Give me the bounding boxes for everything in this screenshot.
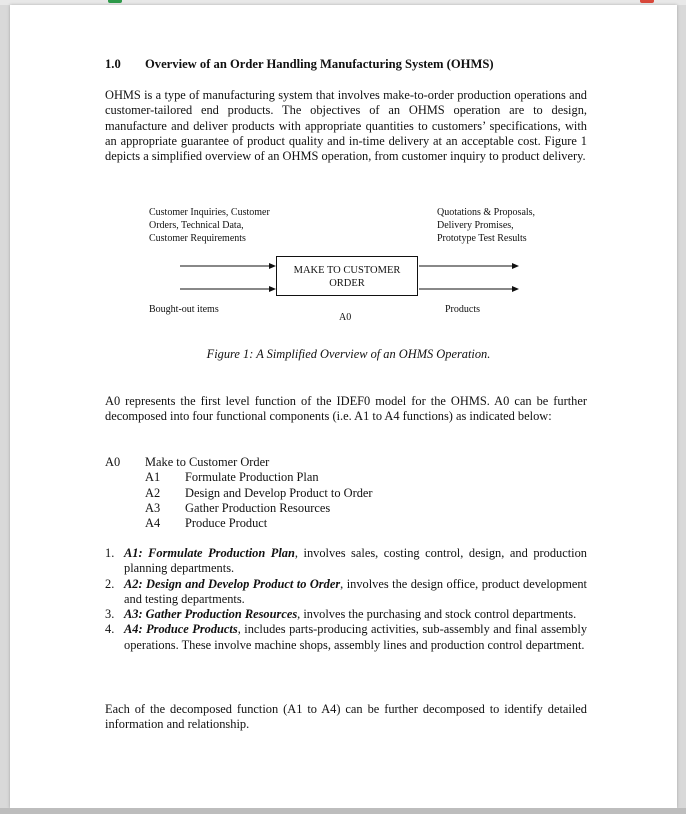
function-list: [105, 455, 373, 531]
function-box-a0: [276, 256, 418, 296]
list-item-number: 2.: [105, 576, 115, 591]
figure-input-line: Orders, Technical Data,: [149, 219, 244, 231]
list-item: [105, 622, 587, 653]
figure-input-line: Customer Inquiries, Customer: [149, 207, 270, 218]
figure-input-bottom: Bought-out items: [149, 304, 219, 315]
function-row: [105, 486, 373, 501]
list-item: [105, 607, 587, 622]
function-row: [105, 516, 373, 531]
section-number: 1.0: [105, 57, 121, 71]
function-code: A2: [145, 485, 161, 500]
list-item: [105, 546, 587, 577]
function-label: Make to Customer Order: [145, 455, 270, 469]
figure-caption: Figure 1: A Simplified Overview of an OHMS Operation.: [206, 347, 491, 361]
figure-output-line: Delivery Promises,: [437, 219, 514, 231]
list-item: [105, 577, 587, 608]
list-item-number: 4.: [105, 622, 115, 637]
figure-input-line: Customer Requirements: [149, 232, 246, 244]
figure-output-line: Quotations & Proposals,: [437, 207, 536, 218]
function-label: Formulate Production Plan: [185, 470, 319, 485]
list-item-number: 3.: [105, 607, 115, 622]
list-item-title: A2: Design and Develop Product to Order: [124, 576, 341, 591]
function-label: Design and Develop Product to Order: [185, 485, 373, 500]
function-code: A4: [145, 516, 161, 531]
list-item-text: , includes parts-producing activities, sub-assembly and final assembly operations. These involve machine shops, assembly lines and production control department.: [124, 622, 588, 652]
function-row: [105, 470, 373, 485]
toolbar-red-marker: [640, 0, 654, 3]
section-title: Overview of an Order Handling Manufacturing System (OHMS): [145, 57, 494, 71]
figure-output-bottom: Products: [445, 304, 480, 315]
document-page: [10, 5, 677, 808]
function-label: Produce Product: [185, 516, 268, 531]
function-label: Gather Production Resources: [185, 500, 331, 515]
function-descriptions: [105, 546, 587, 653]
function-row: [105, 501, 373, 516]
box-label-line: MAKE TO CUSTOMER: [293, 265, 401, 276]
viewer-bottom-strip: [0, 808, 686, 814]
figure-arrows: [10, 5, 677, 365]
decomposition-paragraph: A0 represents the first level function of the IDEF0 model for the OHMS. A0 can be further decomposed into four functional components (i.e. A1 to A4 functions) as indicated below:: [105, 394, 587, 424]
box-label-line: ORDER: [329, 278, 365, 289]
toolbar-green-marker: [108, 0, 122, 3]
list-item-text: , involves the design office, product development and testing departments.: [124, 576, 587, 606]
function-code: A3: [145, 500, 161, 515]
intro-paragraph: OHMS is a type of manufacturing system that involves make-to-order production operations and customer-tailored end products. The objectives of an OHMS operation are to design, manufacture and deliver products with appropriate quantities to customers’ specifications, with an appropriate guarantee of product quality and in-time delivery at an acceptable cost. Figure 1 depicts a simplified overview of an OHMS operation, from customer inquiry to product delivery.: [105, 88, 587, 164]
list-item-text: , involves sales, costing control, design, and production planning departments.: [124, 546, 587, 576]
closing-paragraph: Each of the decomposed function (A1 to A4) can be further decomposed to identify detailed information and relationship.: [105, 702, 587, 732]
function-code: A0: [105, 455, 121, 469]
list-item-text: , involves the purchasing and stock control departments.: [297, 607, 577, 622]
list-item-title: A4: Produce Products: [124, 622, 238, 637]
function-code: A1: [145, 470, 161, 485]
function-row-root: [105, 455, 373, 470]
figure-node-label: A0: [339, 312, 352, 323]
figure-output-line: Prototype Test Results: [437, 232, 527, 244]
list-item-title: A3: Gather Production Resources: [124, 607, 298, 622]
list-item-number: 1.: [105, 546, 115, 560]
list-item-title: A1: Formulate Production Plan: [124, 546, 295, 560]
